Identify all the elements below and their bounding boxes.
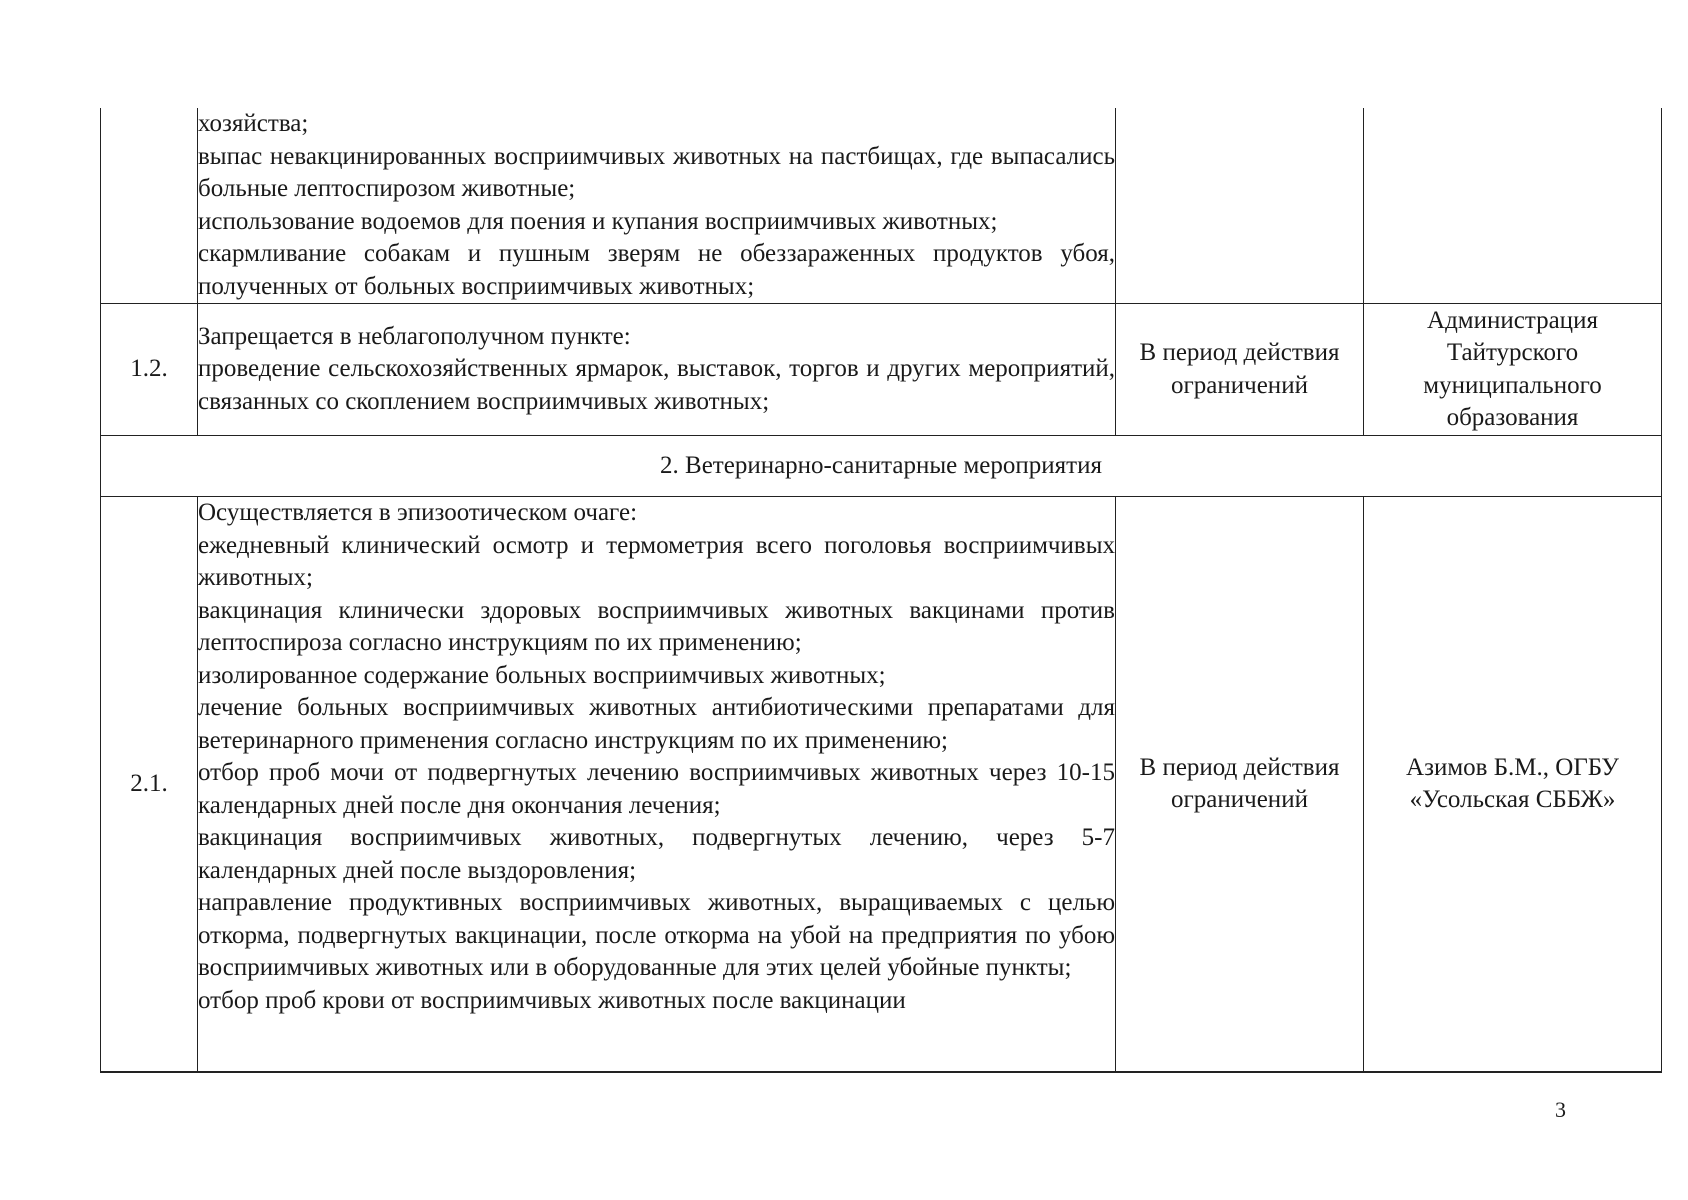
measures-table — [100, 108, 1662, 1073]
page-number: 3 — [1555, 1097, 1566, 1122]
measure-text-cell — [198, 497, 1116, 1073]
row-number-cell — [101, 108, 198, 304]
measure-line: направление продуктивных восприимчивых животных, выращиваемых с целью откорма, подвергнутых вакцинации, после откорма на убой на предприятия по убою восприимчивых животных или в оборудованные для этих целей убойные пункты; — [198, 889, 1115, 981]
measure-text-clip — [198, 497, 1115, 1071]
section-title: 2. Ветеринарно-санитарные мероприятия — [101, 436, 1662, 497]
responsible-text: Азимов Б.М., ОГБУ «Усольская СББЖ» — [1364, 497, 1662, 1073]
table-row-continued — [101, 108, 1662, 304]
measure-line: отбор проб крови от восприимчивых животных после вакцинации — [198, 986, 906, 1014]
measure-line: хозяйства; — [198, 110, 309, 137]
measure-line: ежедневный клинический осмотр и термометрия всего поголовья восприимчивых животных; — [198, 531, 1115, 591]
row-number: 2.1. — [101, 497, 198, 1073]
table-row-2-1 — [101, 497, 1662, 1073]
measure-text-cell — [198, 108, 1116, 304]
measure-line: вакцинация восприимчивых животных, подвергнутых лечению, через 5-7 календарных дней после выздоровления; — [198, 824, 1115, 884]
period-text: В период действия ограничений — [1116, 497, 1364, 1073]
row-number: 1.2. — [101, 304, 198, 436]
period-text: В период действия ограничений — [1116, 304, 1364, 436]
measure-line: вакцинация клинически здоровых восприимчивых животных вакцинами против лептоспироза согласно инструкциям по их применению; — [198, 596, 1115, 656]
measure-line: скармливание собакам и пушным зверям не обеззараженных продуктов убоя, полученных от больных восприимчивых животных; — [198, 240, 1115, 300]
measure-line: лечение больных восприимчивых животных антибиотическими препаратами для ветеринарного применения согласно инструкциям по их применению; — [198, 694, 1115, 754]
measure-text-cell — [198, 304, 1116, 436]
period-cell — [1116, 108, 1364, 304]
responsible-text: Администрация Тайтурского муниципального образования — [1364, 304, 1662, 436]
measure-line: Запрещается в неблагополучном пункте: — [198, 322, 631, 350]
measure-line: проведение сельскохозяйственных ярмарок, выставок, торгов и других мероприятий, связанных со скоплением восприимчивых животных; — [198, 355, 1115, 415]
measure-line: использование водоемов для поения и купания восприимчивых животных; — [198, 207, 998, 235]
measure-line: Осуществляется в эпизоотическом очаге: — [198, 499, 638, 526]
measure-line: отбор проб мочи от подвергнутых лечению восприимчивых животных через 10-15 календарных дней после дня окончания лечения; — [198, 759, 1115, 819]
table-row-1-2 — [101, 304, 1662, 436]
responsible-cell — [1364, 108, 1662, 304]
measure-line: изолированное содержание больных восприимчивых животных; — [198, 661, 886, 689]
section-row — [101, 436, 1662, 497]
measure-line: выпас невакцинированных восприимчивых животных на пастбищах, где выпасались больные лептоспирозом животные; — [198, 142, 1115, 202]
